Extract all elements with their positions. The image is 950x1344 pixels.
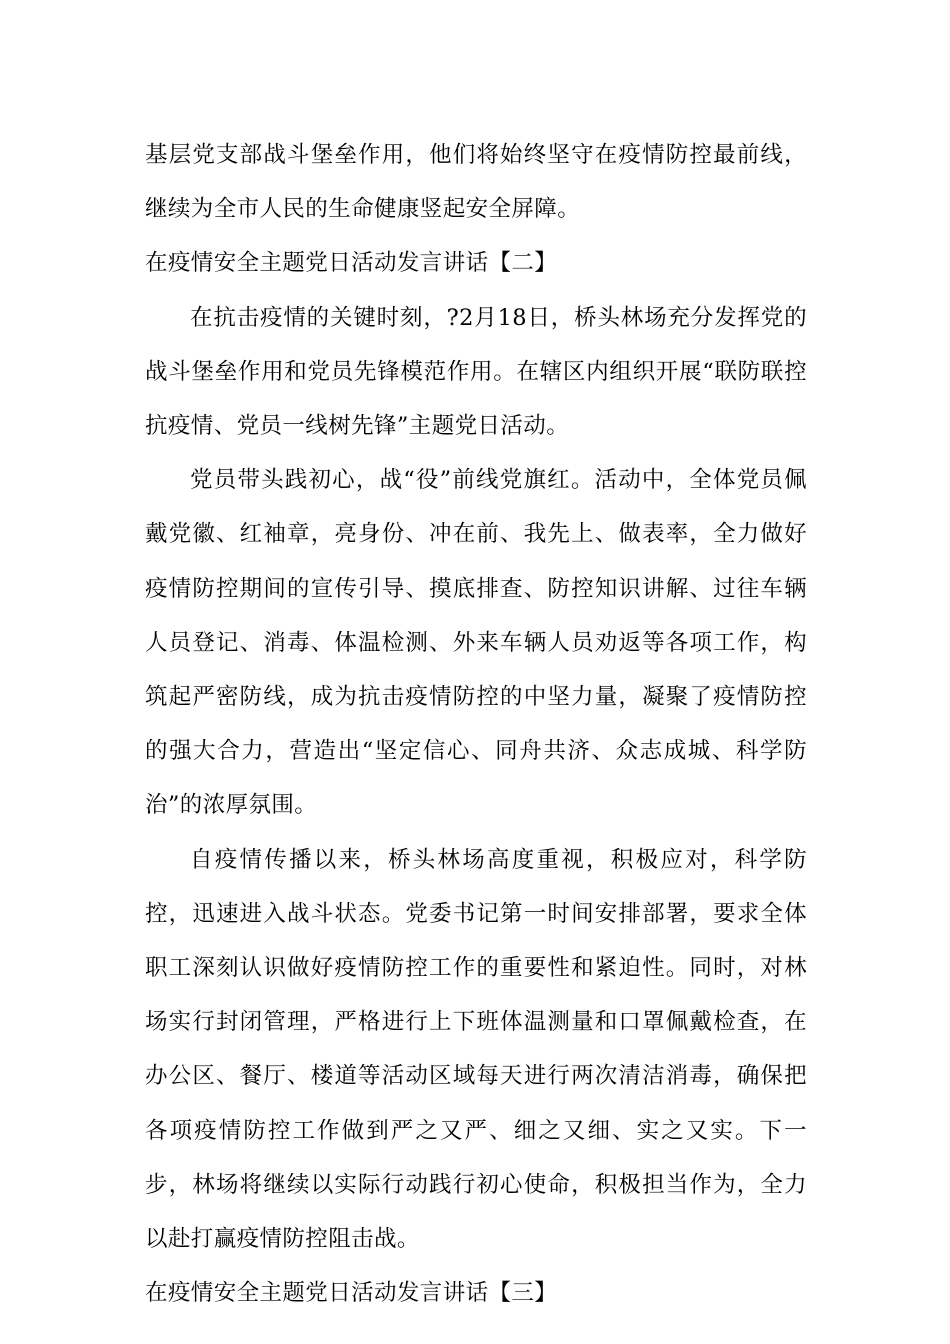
paragraph-intro: 在抗击疫情的关键时刻，?2月18日，桥头林场充分发挥党的战斗堡垒作用和党员先锋模范作用。在辖区内组织开展“联防联控抗疫情、党员一线树先锋”主题党日活动。 [145,304,807,440]
document-body [145,128,807,1320]
paragraph-party-members: 党员带头践初心，战“役”前线党旗红。活动中，全体党员佩戴党徽、红袖章，亮身份、冲在前、我先上、做表率，全力做好疫情防控期间的宣传引导、摸底排查、防控知识讲解、过往车辆人员登记、消毒、体温检测、外来车辆人员劝返等各项工作，构筑起严密防线，成为抗击疫情防控的中坚力量，凝聚了疫情防控的强大合力，营造出“坚定信心、同舟共济、众志成城、科学防治”的浓厚氛围。 [145,467,807,819]
paragraph-forest-farm: 自疫情传播以来，桥头林场高度重视，积极应对，科学防控，迅速进入战斗状态。党委书记第一时间安排部署，要求全体职工深刻认识做好疫情防控工作的重要性和紧迫性。同时，对林场实行封闭管理，严格进行上下班体温测量和口罩佩戴检查，在办公区、餐厅、楼道等活动区域每天进行两次清洁消毒，确保把各项疫情防控工作做到严之又严、细之又细、实之又实。下一步，林场将继续以实际行动践行初心使命，积极担当作为，全力以赴打赢疫情防控阻击战。 [145,846,807,1253]
section-heading-2: 在疫情安全主题党日活动发言讲话【二】 [145,250,558,277]
section-heading-3: 在疫情安全主题党日活动发言讲话【三】 [145,1280,558,1307]
paragraph-continuation: 基层党支部战斗堡垒作用，他们将始终坚守在疫情防控最前线，继续为全市人民的生命健康竖起安全屏障。 [145,142,807,223]
